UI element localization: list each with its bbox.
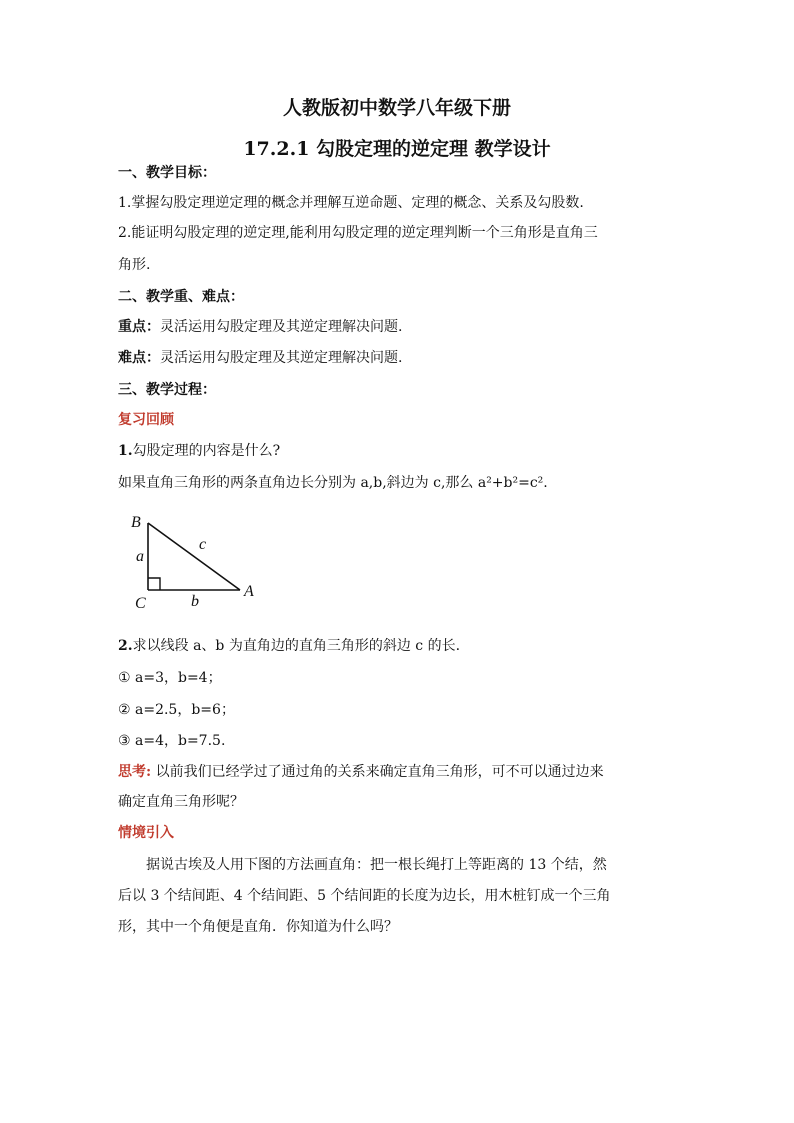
question-2-text: 求以线段 a、b 为直角边的直角三角形的斜边 c 的长. [132,638,461,654]
right-angle-marker [148,578,160,590]
question-2-number: 2. [118,638,133,654]
side-c-label: c [199,536,207,553]
vertex-C-label: C [135,595,146,612]
right-triangle-figure [128,510,268,615]
objective-item: 1.掌握勾股定理逆定理的概念并理解互逆命题、定理的概念、关系及勾股数. [118,195,584,211]
think-line [118,762,678,782]
vertex-A-label: A [244,583,254,600]
review-heading: 复习回顾 [118,412,174,428]
question-2-item: ② a=2.5，b=6； [118,702,235,718]
section-heading-process: 三、教学过程： [118,382,216,398]
side-c-line [148,523,240,590]
think-label: 思考: [118,764,152,780]
section-heading-objectives: 一、教学目标： [118,165,216,181]
intro-paragraph-line: 据说古埃及人用下图的方法画直角：把一根长绳打上等距离的 13 个结，然 [146,857,607,873]
objective-item: 角形. [118,257,151,273]
side-b-label: b [191,593,199,610]
key-point-line [118,317,678,337]
question-2-item: ① a=3，b=4； [118,670,222,686]
difficulty-line [118,348,678,368]
intro-paragraph-line: 后以 3 个结间距、4 个结间距、5 个结间距的长度为边长，用木桩钉成一个三角 [118,888,611,904]
vertex-B-label: B [131,514,141,531]
intro-paragraph-line: 形，其中一个角便是直角．你知道为什么吗？ [118,919,398,935]
document-title: 人教版初中数学八年级下册 [282,97,511,119]
intro-heading: 情境引入 [118,825,174,841]
key-point-label: 重点： [118,319,160,335]
side-a-label: a [136,548,144,565]
question-2-item: ③ a=4，b=7.5. [118,733,226,749]
question-1 [118,441,678,461]
question-1-number: 1. [118,443,133,459]
question-1-answer: 如果直角三角形的两条直角边长分别为 a,b,斜边为 c,那么 a²+b²=c². [118,475,548,491]
key-point-text: 灵活运用勾股定理及其逆定理解决问题. [160,319,403,335]
think-text-continued: 确定直角三角形呢？ [118,794,244,810]
section-heading-key-points: 二、教学重、难点： [118,289,244,305]
difficulty-label: 难点： [118,350,160,366]
objective-item: 2.能证明勾股定理的逆定理,能利用勾股定理的逆定理判断一个三角形是直角三 [118,225,598,241]
question-1-text: 勾股定理的内容是什么? [132,443,281,459]
document-subtitle: 17.2.1 勾股定理的逆定理 教学设计 [243,138,551,160]
question-2 [118,636,678,656]
difficulty-text: 灵活运用勾股定理及其逆定理解决问题. [160,350,403,366]
think-text: 以前我们已经学过了通过角的关系来确定直角三角形，可不可以通过边来 [151,764,604,780]
